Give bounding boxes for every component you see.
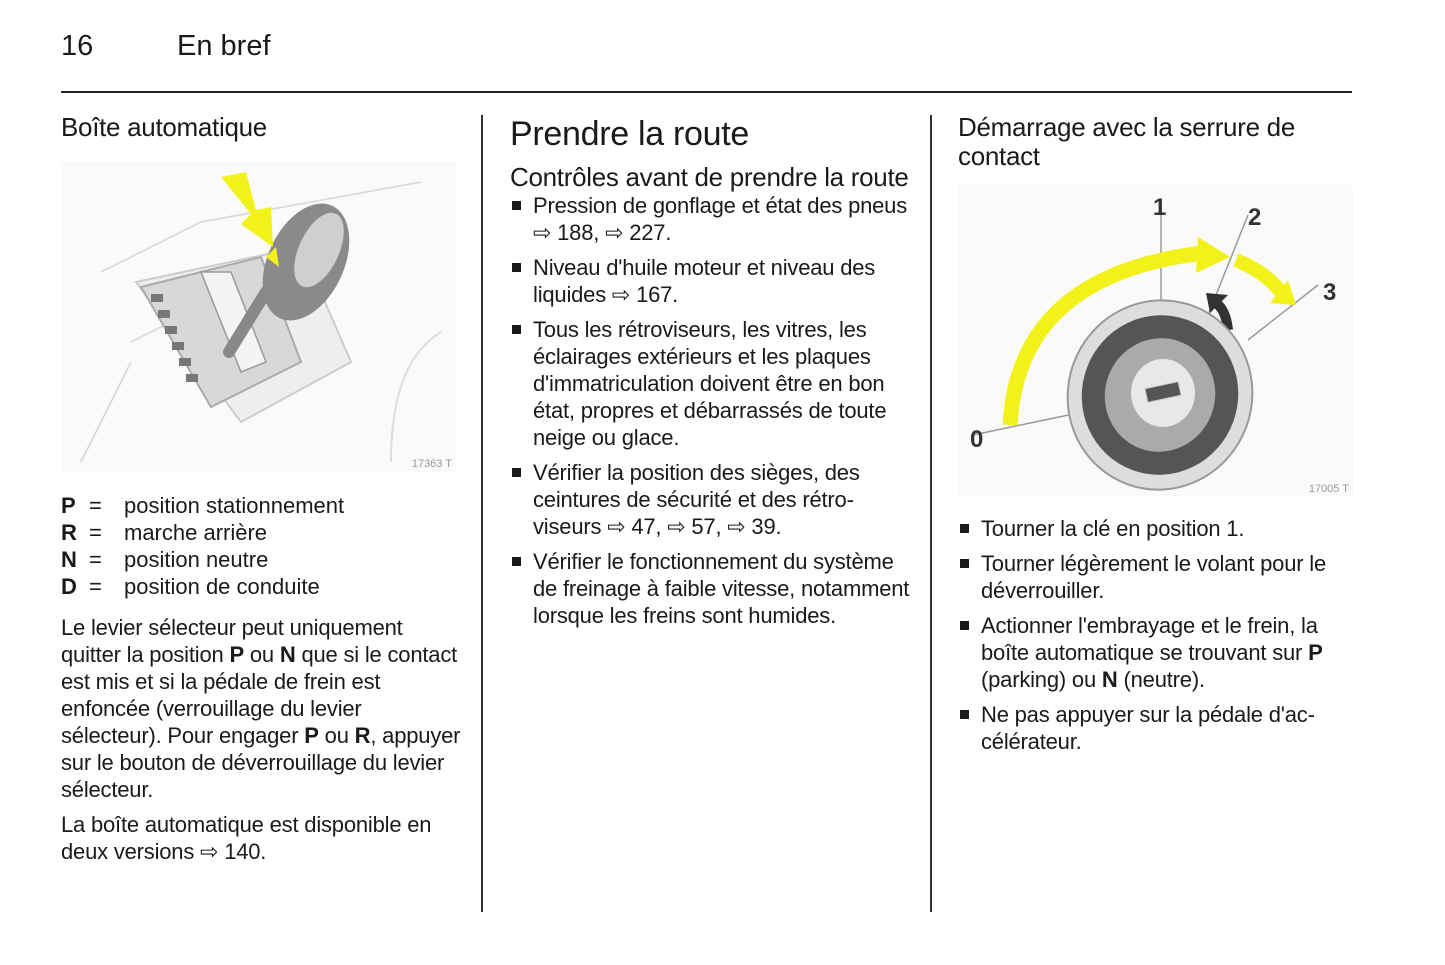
legend-eq: =	[89, 520, 102, 545]
text-segment: Tourner légèrement le volant pour le déverrouiller.	[981, 551, 1327, 603]
bullet-item	[958, 701, 1358, 755]
column-automatic-gearbox	[61, 113, 461, 865]
text-segment: Vérifier le fonctionnement du système de freinage à faible vitesse, notamment lorsque les freins sont humides.	[533, 549, 910, 628]
text-segment: Tourner la clé en position 1.	[981, 516, 1245, 541]
bullet-item	[510, 459, 910, 540]
page-number: 16	[61, 30, 94, 62]
position-label-2: 2	[1248, 204, 1262, 231]
section-heading: Démarrage avec la serrure de contact	[958, 112, 1295, 171]
position-label-3: 3	[1323, 279, 1337, 306]
legend-key: N	[61, 547, 77, 572]
figure-id: 17005 T	[1308, 483, 1349, 495]
bullet-square-icon	[960, 710, 969, 719]
legend-row	[61, 519, 461, 546]
text-segment: Tous les rétroviseurs, les vitres, les éclairages extérieurs et les plaques d'immatriculation doivent être en bon état, propres et débarrassés de toute neige ou glace.	[533, 317, 887, 450]
bullet-item	[510, 548, 910, 629]
text-segment: Vérifier la position des sièges, des ceintures de sécurité et des rétroviseurs ⇨ 47, ⇨ 57, ⇨ 39.	[533, 460, 860, 539]
bold-term: N	[1101, 667, 1118, 692]
checklist	[510, 192, 910, 629]
text-segment: (parking) ou	[981, 667, 1102, 692]
text-segment: , appuyer sur le bouton de déverrouillage du levier sélecteur.	[61, 723, 461, 802]
bullet-square-icon	[512, 468, 521, 477]
text-segment: Le levier sélecteur peut uniquement quitter la position	[61, 615, 403, 667]
text-segment: ou	[318, 723, 355, 748]
bullet-square-icon	[960, 621, 969, 630]
section-heading: Boîte automatique	[61, 112, 267, 142]
legend-key: R	[61, 520, 77, 545]
bullet-item	[510, 254, 910, 308]
legend-row	[61, 546, 461, 573]
column-prendre-la-route	[510, 113, 910, 637]
bullet-item	[958, 550, 1358, 604]
legend-key: D	[61, 574, 77, 599]
legend-eq: =	[89, 547, 102, 572]
instructions	[958, 515, 1358, 755]
bullet-square-icon	[960, 524, 969, 533]
text-segment: (neutre).	[1117, 667, 1205, 692]
paragraph	[61, 811, 461, 865]
paragraph	[61, 614, 461, 803]
bullet-square-icon	[512, 325, 521, 334]
legend-key: P	[61, 493, 76, 518]
legend-row	[61, 492, 461, 519]
bullet-item	[510, 316, 910, 451]
subheading: Contrôles avant de prendre la route	[510, 162, 909, 192]
header-rule	[61, 91, 1352, 93]
column-divider	[930, 115, 932, 912]
bullet-item	[958, 612, 1358, 693]
position-label-0: 0	[970, 426, 984, 453]
bullet-square-icon	[512, 201, 521, 210]
gear-selector-illustration	[61, 162, 456, 472]
bullet-square-icon	[512, 557, 521, 566]
column-ignition	[958, 113, 1358, 763]
bullet-square-icon	[960, 559, 969, 568]
bold-term: P	[229, 642, 244, 667]
text-segment: Actionner l'embrayage et le frein, la boîte automatique se trouvant sur	[981, 613, 1318, 665]
bullet-item	[958, 515, 1358, 542]
gear-legend	[61, 492, 461, 600]
ignition-lock-illustration	[958, 185, 1353, 497]
column-divider	[481, 115, 483, 912]
bold-term: P	[1308, 640, 1323, 665]
figure-id: 17363 T	[411, 458, 452, 470]
text-segment: que si le contact est mis et si la pédale de frein est enfoncée (verrouillage du levier sélecteur). Pour engager	[61, 642, 458, 748]
legend-label: position de conduite	[124, 574, 320, 599]
text-segment: Ne pas appuyer sur la pédale d'accélérateur.	[981, 702, 1315, 754]
bold-term: N	[279, 642, 296, 667]
bullet-item	[510, 192, 910, 246]
bold-term: R	[354, 723, 371, 748]
legend-label: marche arrière	[124, 520, 268, 545]
bullet-square-icon	[512, 263, 521, 272]
legend-row	[61, 573, 461, 600]
bold-term: P	[304, 723, 319, 748]
legend-eq: =	[89, 493, 102, 518]
text-segment: ou	[243, 642, 280, 667]
position-label-1: 1	[1153, 194, 1167, 221]
text-segment: La boîte automatique est disponible en deux versions ⇨ 140.	[61, 812, 432, 864]
legend-label: position stationnement	[124, 493, 345, 518]
legend-eq: =	[89, 574, 102, 599]
section-title: En bref	[177, 30, 271, 62]
legend-label: position neutre	[124, 547, 269, 572]
text-segment: Pression de gonflage et état des pneus ⇨ 188, ⇨ 227.	[533, 193, 908, 245]
text-segment: Niveau d'huile moteur et niveau des liquides ⇨ 167.	[533, 255, 876, 307]
chapter-title: Prendre la route	[510, 115, 750, 153]
